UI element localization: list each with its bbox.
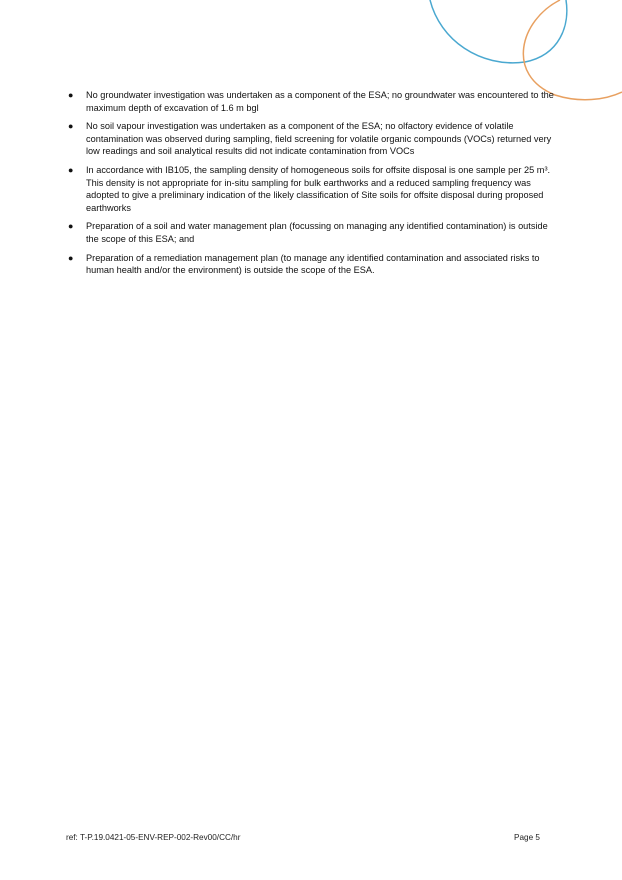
bullet-icon: ● [68, 164, 74, 175]
list-item [66, 252, 556, 277]
list-item [66, 120, 556, 158]
list-item [66, 220, 556, 245]
footer-reference: ref: T-P.19.0421-05-ENV-REP-002-Rev00/CC/hr [66, 833, 241, 842]
page-number: Page 5 [514, 833, 540, 842]
list-item-text: Preparation of a soil and water management plan (focussing on managing any identified contamination) is outside the scope of this ESA; and [86, 221, 548, 244]
limitations-list [66, 89, 556, 277]
bullet-icon: ● [68, 90, 74, 100]
orange-curve [523, 0, 622, 100]
body-content [66, 89, 556, 283]
bullet-icon: ● [68, 121, 74, 132]
bullet-icon: ● [68, 252, 74, 263]
bullet-icon: ● [68, 221, 74, 232]
list-item-text: No soil vapour investigation was undertaken as a component of the ESA; no olfactory evidence of volatile contamination was observed during sampling, field screening for volatile organic compounds (VOCs) returned very low readings and soil analytical results did not indicate contamination from VOCs [86, 121, 552, 157]
list-item [66, 89, 556, 114]
list-item-text: Preparation of a remediation management plan (to manage any identified contamination and associated risks to human health and/or the environment) is outside the scope of the ESA. [86, 252, 540, 276]
list-item [66, 164, 556, 214]
list-item-text: In accordance with IB105, the sampling density of homogeneous soils for offsite disposal is one sample per 25 m³. This density is not appropriate for in-situ sampling for bulk earthworks and a reduced sampling frequency was adopted to give a preliminary indication of the likely classification of Site soils for offsite disposal during proposed earthworks [86, 164, 551, 213]
list-item-text: No groundwater investigation was undertaken as a component of the ESA; no groundwater was encountered to the maximum depth of excavation of 1.6 m bgl [86, 90, 554, 113]
